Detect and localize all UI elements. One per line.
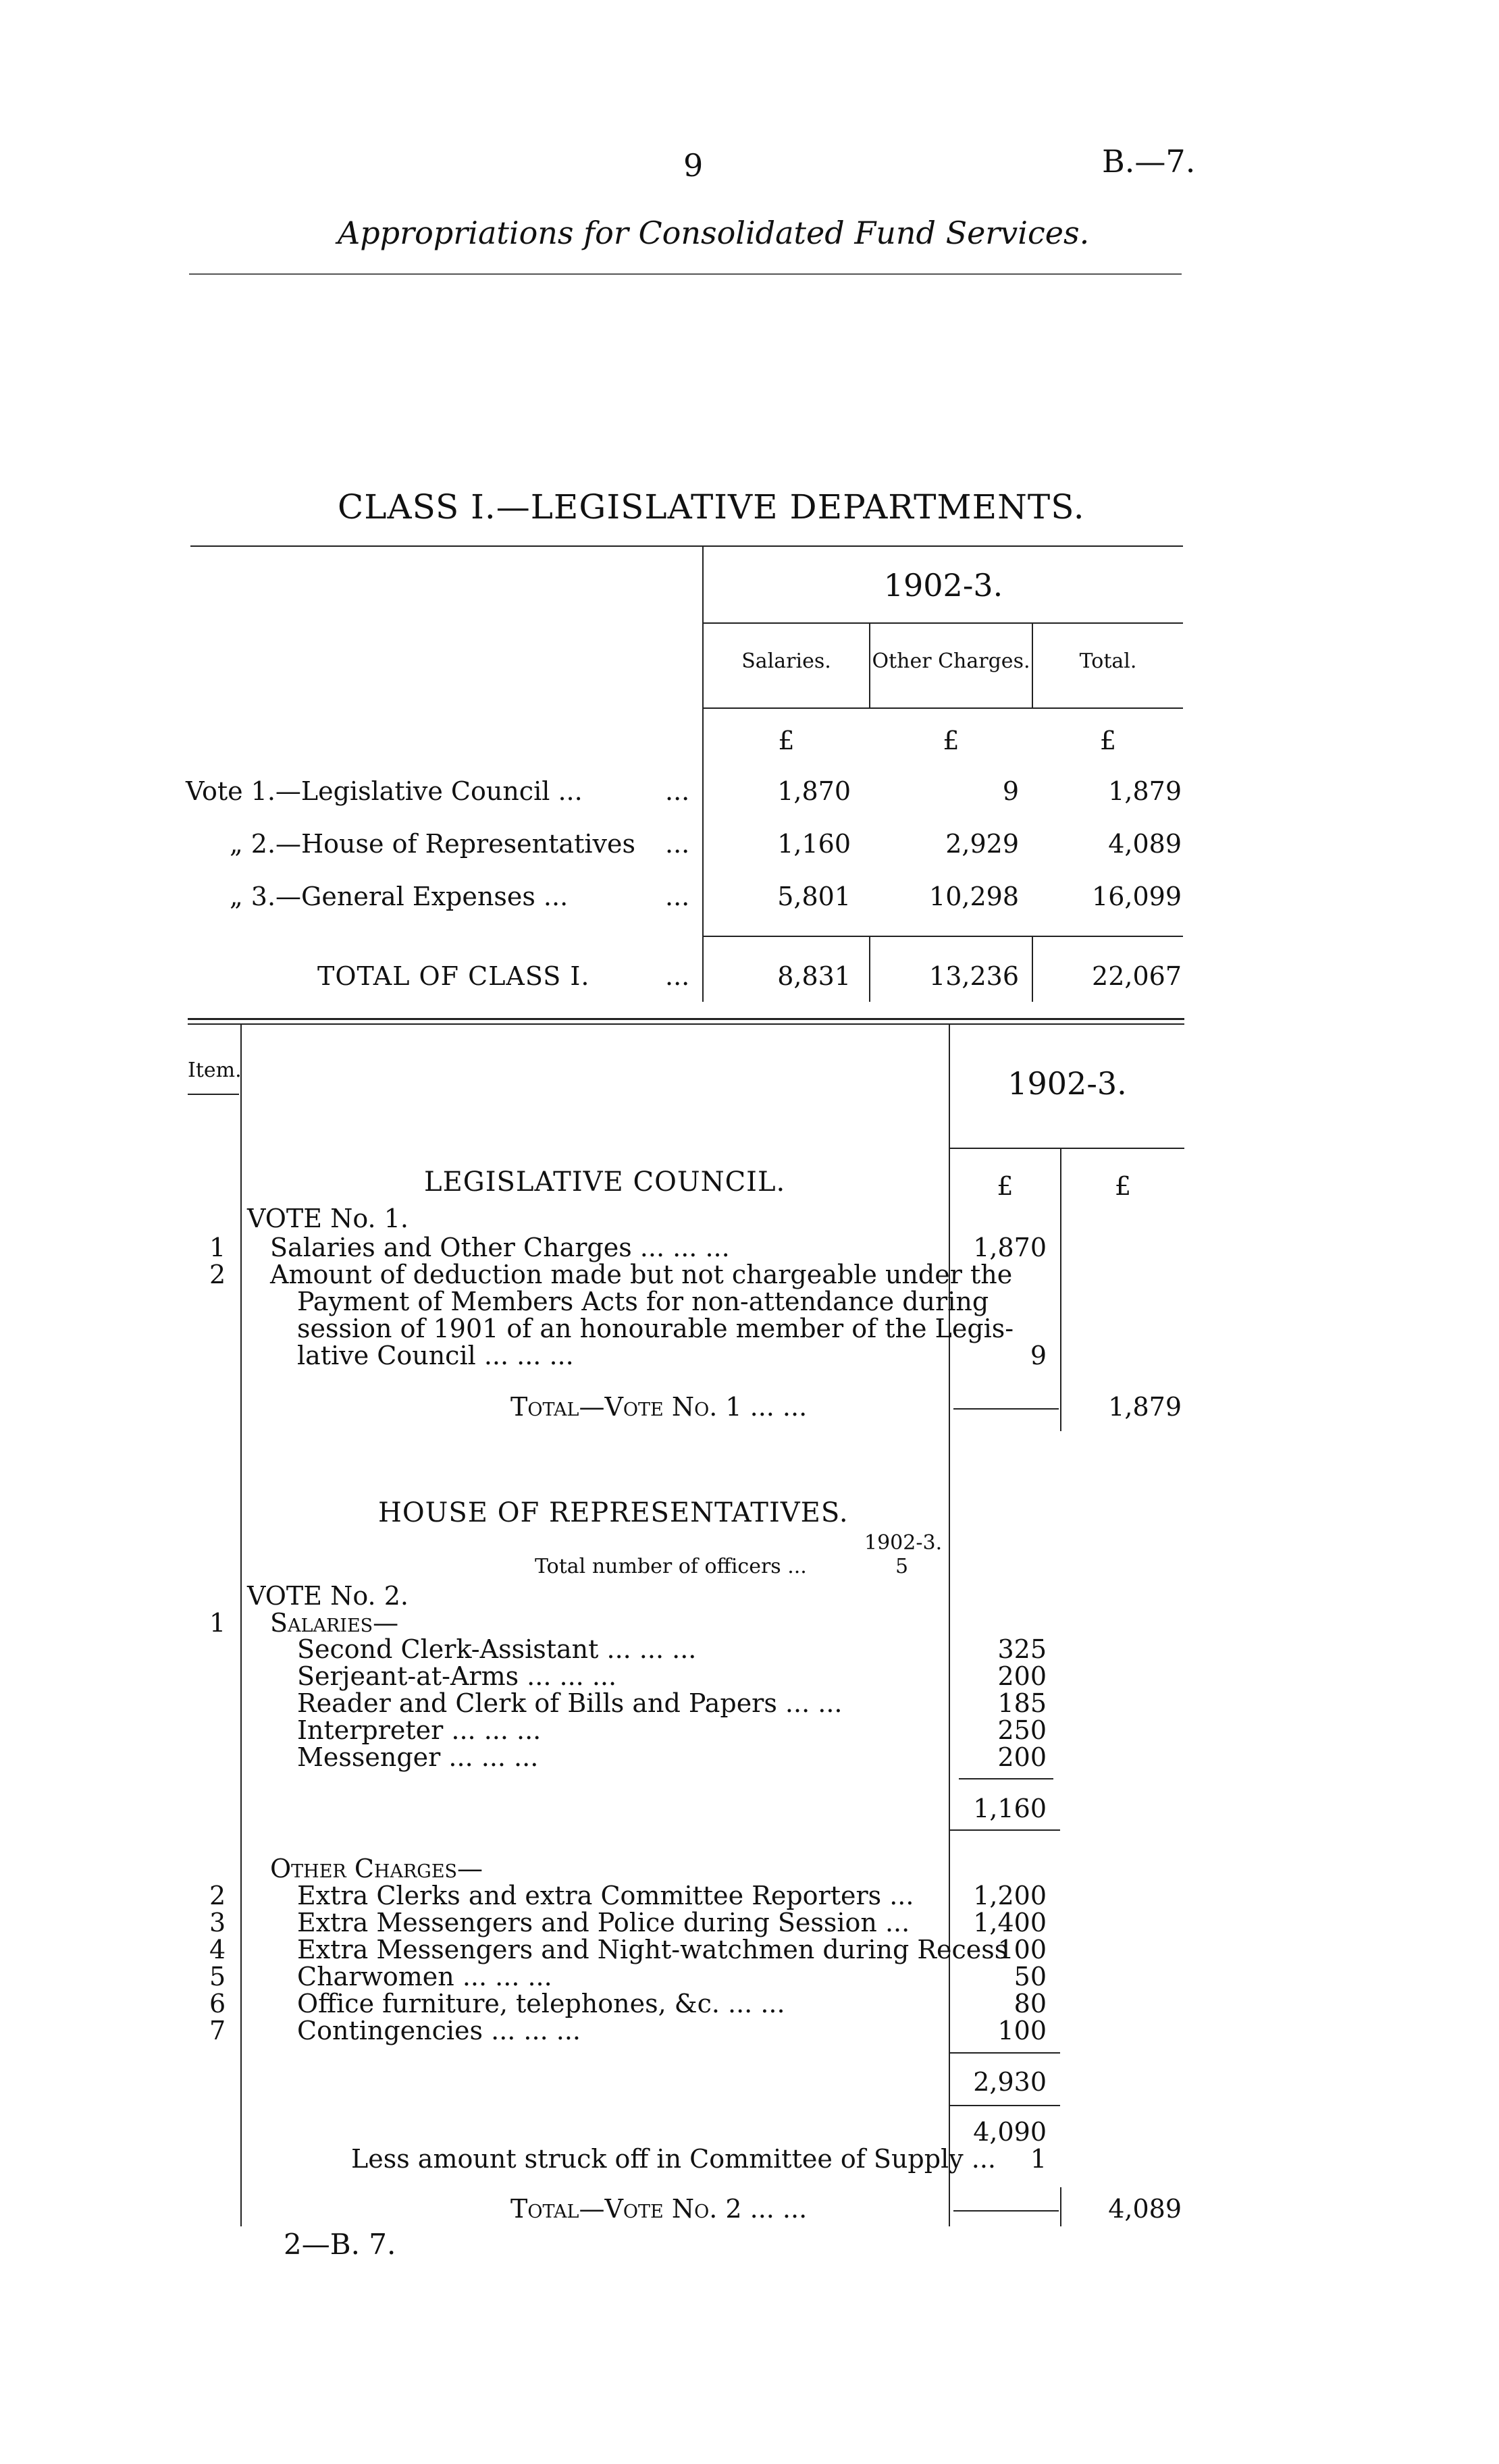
item-number: 2 (209, 1260, 226, 1289)
officers-year: 1902-3. (864, 1531, 943, 1555)
item-label: Salaries and Other Charges ... ... ... (270, 1233, 730, 1262)
house-title: HOUSE OF REPRESENTATIVES. (378, 1497, 849, 1528)
other-charges-heading: Other Charges— (270, 1854, 483, 1883)
amount-column-divider (949, 1025, 950, 2226)
col-other-charges: Other Charges. (872, 649, 1030, 673)
vote-2-heading: VOTE No. 2. (247, 1581, 409, 1611)
row-label: „ 3.—General Expenses ... (230, 882, 569, 911)
less-amount-label: Less amount struck off in Committee of Supply ... (351, 2144, 997, 2174)
salaries-subtotal: 1,160 (973, 1794, 1047, 1823)
salaries-heading: Salaries— (270, 1608, 399, 1638)
less-amount: 1 (1030, 2144, 1047, 2174)
page-number: 9 (683, 147, 704, 184)
col-salaries: Salaries. (741, 649, 831, 673)
document-reference: B.—7. (1102, 143, 1196, 180)
total-label: TOTAL OF CLASS I. (317, 961, 590, 991)
header-rule (189, 273, 1182, 275)
item-column-divider (240, 1025, 242, 2226)
other-charges-subtotal: 2,930 (973, 2067, 1047, 2097)
running-title: Appropriations for Consolidated Fund Services. (338, 215, 1090, 251)
currency-total: £ (1099, 726, 1117, 755)
detail-top-rule (188, 1018, 1184, 1020)
row-label: Vote 1.—Legislative Council ... (186, 776, 583, 806)
item-header: Item. (188, 1059, 242, 1082)
signature-mark: 2—B. 7. (284, 2228, 396, 2261)
summary-year: 1902-3. (883, 567, 1003, 604)
summary-divider (702, 545, 704, 1002)
detail-currency-1: £ (997, 1171, 1014, 1201)
item-amount: 9 (1030, 1341, 1047, 1370)
officers-count: 5 (895, 1555, 909, 1578)
officers-label: Total number of officers ... (535, 1555, 807, 1578)
vote-1-total-label: Total—Vote No. 1 ... ... (510, 1392, 808, 1422)
vote-1-total: 1,879 (1108, 1392, 1182, 1422)
vote-2-total: 4,089 (1108, 2194, 1182, 2224)
currency-salaries: £ (778, 726, 795, 755)
summary-year-rule (704, 622, 1183, 624)
item-number: 1 (209, 1608, 226, 1638)
class-title: CLASS I.—LEGISLATIVE DEPARTMENTS. (338, 487, 1085, 527)
row-label: „ 2.—House of Representatives (230, 829, 635, 859)
vote-2-total-label: Total—Vote No. 2 ... ... (510, 2194, 808, 2224)
council-title: LEGISLATIVE COUNCIL. (424, 1167, 786, 1198)
item-amount: 1,870 (973, 1233, 1047, 1262)
item-number: 1 (209, 1233, 226, 1262)
detail-year: 1902-3. (1007, 1065, 1127, 1102)
summary-top-rule (190, 545, 1183, 547)
currency-other: £ (943, 726, 959, 755)
gross-total: 4,090 (973, 2117, 1047, 2147)
detail-currency-2: £ (1114, 1171, 1132, 1201)
vote-1-heading: VOTE No. 1. (247, 1204, 409, 1233)
col-total: Total. (1079, 649, 1137, 673)
